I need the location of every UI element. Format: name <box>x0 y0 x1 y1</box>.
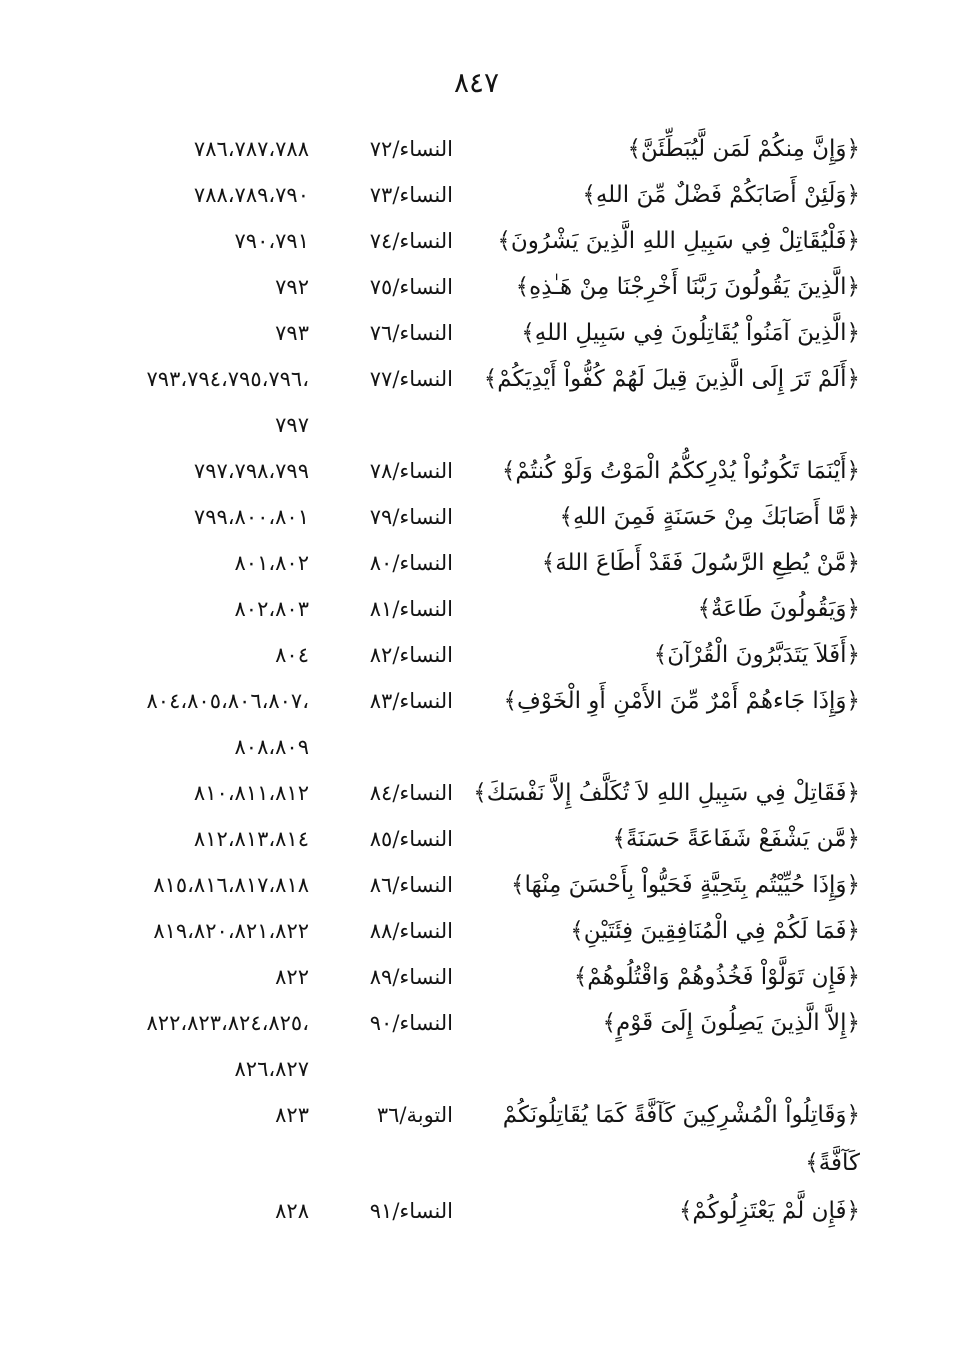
verse-text: ﴿مَّا أَصَابَكَ مِنْ حَسَنَةٍ فَمِنَ اللهِ﴾ <box>559 504 860 530</box>
page-refs: ٨٠٤،٨٠٥،٨٠٦،٨٠٧، <box>146 689 309 713</box>
surah-ref: النساء/٧٤ <box>369 229 453 253</box>
surah-ref: النساء/٨٦ <box>369 873 453 897</box>
page-refs-continued: ٨٠٨،٨٠٩ <box>234 735 309 759</box>
surah-ref: النساء/٧٥ <box>369 275 453 299</box>
verse-text: ﴿مَّن يَشْفَعْ شَفَاعَةً حَسَنَةً﴾ <box>612 826 860 852</box>
surah-ref: النساء/٨١ <box>369 597 453 621</box>
page-refs: ٨٢٣ <box>275 1103 309 1127</box>
verse-text: ﴿وَإِنَّ مِنكُمْ لَمَن لَّيُبَطِّئَنَّ﴾ <box>627 136 860 162</box>
page-refs-continued: ٧٩٧ <box>275 413 309 437</box>
verse-text: ﴿الَّذِينَ آمَنُواْ يُقَاتِلُونَ فِي سَبِيلِ اللهِ﴾ <box>521 320 860 346</box>
surah-ref: النساء/٨٤ <box>369 781 453 805</box>
surah-ref: النساء/٨٣ <box>369 689 453 713</box>
page-refs: ٨١٠،٨١١،٨١٢ <box>193 781 309 805</box>
verse-text-continued: كَآفَّةً﴾ <box>805 1150 860 1176</box>
page-refs: ٨١٩،٨٢٠،٨٢١،٨٢٢ <box>153 919 309 943</box>
verse-text: ﴿فَقَاتِلْ فِي سَبِيلِ اللهِ لاَ تُكَلَّفُ إِلاَّ نَفْسَكَ﴾ <box>473 780 860 806</box>
surah-ref: النساء/٨٥ <box>369 827 453 851</box>
verse-text: ﴿أَفَلاَ يَتَدَبَّرُونَ الْقُرْآنَ﴾ <box>653 642 860 668</box>
surah-ref: النساء/٧٣ <box>369 183 453 207</box>
surah-ref: التوبة/٣٦ <box>376 1103 453 1127</box>
page-refs: ٧٩٣ <box>275 321 309 345</box>
surah-ref: النساء/٨٨ <box>369 919 453 943</box>
surah-ref: النساء/٧٩ <box>369 505 453 529</box>
page-refs: ٨٢٨ <box>275 1199 309 1223</box>
page-number: ٨٤٧ <box>453 66 500 99</box>
page-refs: ٧٩٣،٧٩٤،٧٩٥،٧٩٦، <box>146 367 309 391</box>
page-refs: ٧٨٨،٧٨٩،٧٩٠ <box>193 183 309 207</box>
page-refs: ٧٨٦،٧٨٧،٧٨٨ <box>193 137 309 161</box>
page-refs: ٨١٥،٨١٦،٨١٧،٨١٨ <box>153 873 309 897</box>
page-refs-continued: ٨٢٦،٨٢٧ <box>234 1057 309 1081</box>
page-refs: ٧٩٩،٨٠٠،٨٠١ <box>193 505 309 529</box>
verse-text: ﴿وَقَاتِلُواْ الْمُشْرِكِينَ كَآفَّةً كَمَا يُقَاتِلُونَكُمْ <box>502 1102 860 1128</box>
surah-ref: النساء/٨٩ <box>369 965 453 989</box>
verse-text: ﴿الَّذِينَ يَقُولُونَ رَبَّنَا أَخْرِجْنَا مِنْ هَـٰذِهِ﴾ <box>515 274 860 300</box>
page-refs: ٨٢٢،٨٢٣،٨٢٤،٨٢٥، <box>146 1011 309 1035</box>
page-refs: ٨١٢،٨١٣،٨١٤ <box>193 827 309 851</box>
verse-text: ﴿فَإِن تَوَلَّوْاْ فَخُذُوهُمْ وَاقْتُلُوهُمْ﴾ <box>573 964 860 990</box>
page-refs: ٨٠٢،٨٠٣ <box>234 597 309 621</box>
surah-ref: النساء/٧٢ <box>369 137 453 161</box>
verse-text: ﴿إِلاَّ الَّذِينَ يَصِلُونَ إِلَىَ قَوْمٍ﴾ <box>602 1010 860 1036</box>
page-refs: ٧٩٧،٧٩٨،٧٩٩ <box>193 459 309 483</box>
verse-text: ﴿وَإِذَا جَاءهُمْ أَمْرٌ مِّنَ الأَمْنِ أَوِ الْخَوْفِ﴾ <box>503 688 860 714</box>
verse-text: ﴿فَإِن لَّمْ يَعْتَزِلُوكُمْ﴾ <box>678 1198 860 1224</box>
surah-ref: النساء/٨٢ <box>369 643 453 667</box>
verse-text: ﴿فَلْيُقَاتِلْ فِي سَبِيلِ اللهِ الَّذِينَ يَشْرُونَ﴾ <box>497 228 860 254</box>
surah-ref: النساء/٧٧ <box>369 367 453 391</box>
page-refs: ٨٢٢ <box>275 965 309 989</box>
verse-text: ﴿أَيْنَمَا تَكُونُواْ يُدْرِككُّمُ الْمَوْتُ وَلَوْ كُنتُمْ﴾ <box>501 458 860 484</box>
verse-text: ﴿مَّنْ يُطِعِ الرَّسُولَ فَقَدْ أَطَاعَ اللهَ﴾ <box>541 550 860 576</box>
verse-text: ﴿أَلَمْ تَرَ إِلَى الَّذِينَ قِيلَ لَهُمْ كُفُّواْ أَيْدِيَكُمْ﴾ <box>483 366 860 392</box>
page-refs: ٨٠٤ <box>275 643 309 667</box>
surah-ref: النساء/٨٠ <box>369 551 453 575</box>
surah-ref: النساء/٧٦ <box>369 321 453 345</box>
surah-ref: النساء/٧٨ <box>369 459 453 483</box>
verse-text: ﴿فَمَا لَكُمْ فِي الْمُنَافِقِينَ فِئَتَيْنِ﴾ <box>570 918 860 944</box>
page-refs: ٧٩٢ <box>275 275 309 299</box>
page-refs: ٧٩٠،٧٩١ <box>234 229 309 253</box>
verse-text: ﴿وَلَئِنْ أَصَابَكُمْ فَضْلٌ مِّنَ اللهِ﴾ <box>582 182 860 208</box>
verse-text: ﴿وَإِذَا حُيِّيْتُم بِتَحِيَّةٍ فَحَيُّواْ بِأَحْسَنَ مِنْهَا﴾ <box>510 872 860 898</box>
page-refs: ٨٠١،٨٠٢ <box>234 551 309 575</box>
surah-ref: النساء/٩٠ <box>369 1011 453 1035</box>
surah-ref: النساء/٩١ <box>369 1199 453 1223</box>
verse-text: ﴿وَيَقُولُونَ طَاعَةٌ﴾ <box>697 596 860 622</box>
